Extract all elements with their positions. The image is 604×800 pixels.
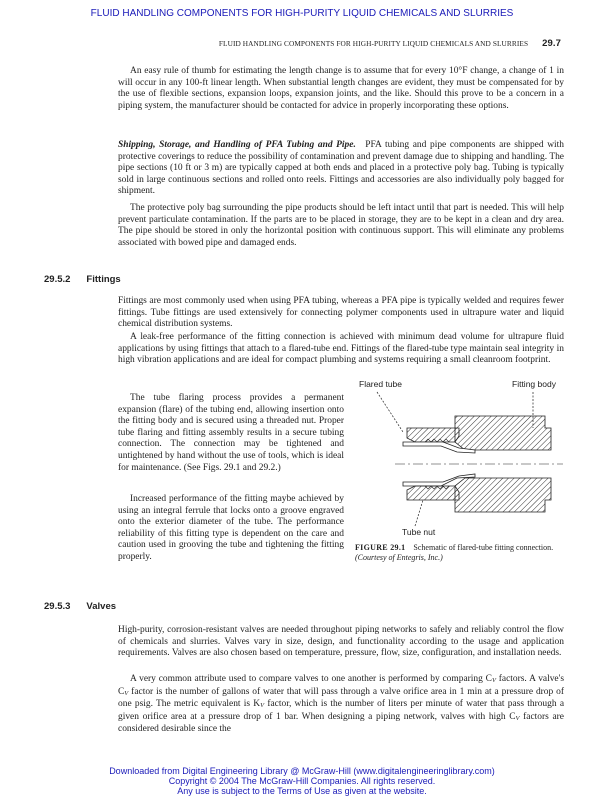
paragraph-fittings-4: Increased performance of the fitting maybe achieved by using an integral ferrule that locks onto a groove engraved onto the exterior diameter of the tube. The performance reliability of this fitting type is dependent on the care and caution used in grooving the tube and tightening the fitting properly.	[118, 494, 344, 562]
section-number: 29.5.2	[44, 274, 71, 285]
fitting-body-upper	[455, 416, 551, 450]
paragraph-poly-bag: The protective poly bag surrounding the pipe products should be left intact until that part is needed. This will help prevent particulate contamination. If the parts are to be placed in storage, they are to be kept in a clean and dry area. The pipe should be stored in only the horizontal position with continuous support. This will eliminate any problems associated with bowed pipe and damaged ends.	[118, 203, 564, 248]
top-banner: FLUID HANDLING COMPONENTS FOR HIGH-PURITY LIQUID CHEMICALS AND SLURRIES	[90, 8, 514, 19]
running-head-title: FLUID HANDLING COMPONENTS FOR HIGH-PURITY LIQUID CHEMICALS AND SLURRIES	[218, 39, 529, 48]
fittings-2-text: A leak-free performance of the fitting connection is achieved with minimum dead volume for ultrapure fluid applications by using fittings that attach to a flared-tube end. Fittings of the flared-tube type maintain seal integrity in high vibration applications and are ideal for compact plumbing and systems requiring a small cleanroom footprint.	[118, 332, 564, 366]
page-number: 29.7	[542, 38, 561, 49]
leader-tube-nut	[415, 500, 423, 526]
footer-terms-line: Any use is subject to the Terms of Use as given at the website.	[177, 786, 427, 796]
section-title: Fittings	[86, 274, 121, 285]
label-tube-nut: Tube nut	[402, 527, 436, 537]
section-number: 29.5.3	[44, 601, 71, 612]
subscript-v: V	[515, 714, 520, 722]
figure-caption	[355, 543, 567, 563]
shipping-text: PFA tubing and pipe components are shipped with protective coverings to reduce the possibility of contamination and prevent damage due to shipping and handling. The pipe sections (10 ft or 3 m) are typically capped at both ends and placed in a protective poly bag. Tubing is typically sold in large continuous sections and rolled onto reels. Fittings and accessories are also individually poly bagged for shipment.	[118, 140, 564, 197]
figure-number: FIGURE 29.1	[355, 543, 406, 552]
footer-download-line: Downloaded from Digital Engineering Library @ McGraw-Hill (www.digitalengineeringlibrary.com)	[109, 766, 495, 776]
paragraph-shipping	[118, 140, 564, 198]
subscript-v: V	[491, 677, 496, 684]
paragraph-fittings-3: The tube flaring process provides a permanent expansion (flare) of the tubing end, allowing insertion onto the fitting body and is secured using a threaded nut. Proper tube flaring and fitting assembly results in a secure tubing connection. The connection may be tightened and untightened by hand without the use of tools, which is ideal for maintenance. (See Figs. 29.1 and 29.2.)	[118, 393, 344, 473]
leader-flared-tube	[377, 392, 403, 432]
paragraph-rule-of-thumb: An easy rule of thumb for estimating the length change is to assume that for every 10°F change, a change of 1 in will occur in any 100-ft linear length. When substantial length changes are evident, they must be compensated for by the use of flexible sections, expansion loops, expansion joints, and the like. Should this prove to be a concern in a piping system, the manufacturer should be contacted for advice in properly incorporating these options.	[118, 66, 564, 111]
paragraph-fittings-1: Fittings are most commonly used when using PFA tubing, whereas a PFA pipe is typically welded and requires fewer fittings. Tube fittings are used extensively for connecting polymer components used in ultrapure water and liquid chemical distribution systems.	[118, 296, 564, 330]
valves-2-text-d: factor, which is the number of liters per minute of water that pass through a given orifice area at a pressure drop of 1 bar. When designing a piping network, valves with high C	[118, 699, 565, 722]
paragraph-valves-2	[118, 674, 564, 736]
label-flared-tube: Flared tube	[359, 379, 402, 389]
subscript-v: V	[260, 702, 265, 710]
run-in-heading-shipping: Shipping, Storage, and Handling of PFA Tubing and Pipe.	[118, 140, 356, 150]
section-heading-valves	[44, 601, 116, 612]
subscript-v: V	[124, 689, 129, 697]
paragraph-fittings-2	[118, 332, 564, 367]
section-title: Valves	[86, 601, 117, 612]
running-head	[219, 38, 561, 49]
fitting-body-lower	[455, 478, 551, 512]
valves-2-text-a: A very common attribute used to compare valves to one another is performed by comparing C	[130, 674, 492, 684]
footer-copyright-line: Copyright © 2004 The McGraw-Hill Companies. All rights reserved.	[168, 776, 436, 786]
flared-tube-fitting-schematic	[355, 388, 570, 528]
valves-2-text-e: factors are considered desirable since the	[118, 711, 564, 735]
paragraph-valves-1: High-purity, corrosion-resistant valves are needed throughout piping networks to safely and reliably control the flow of chemicals and slurries. Valves vary in size, design, and functionality according to the usage and application requirements. Valves are also chosen based on temperature, pressure, flow, size, configuration, and installation needs.	[118, 625, 564, 659]
valves-2-text-c: factor is the number of gallons of water that will pass through a valve orifice area in 1 min at a pressure drop of one psig. The metric equivalent is K	[118, 686, 564, 710]
valves-2-text-b: factors. A valve's C	[118, 674, 564, 697]
figure-credit: (Courtesy of Entegris, Inc.)	[355, 553, 443, 562]
figure-caption-text: Schematic of flared-tube fitting connection.	[413, 543, 554, 552]
section-heading-fittings	[44, 274, 121, 285]
label-fitting-body: Fitting body	[512, 379, 556, 389]
